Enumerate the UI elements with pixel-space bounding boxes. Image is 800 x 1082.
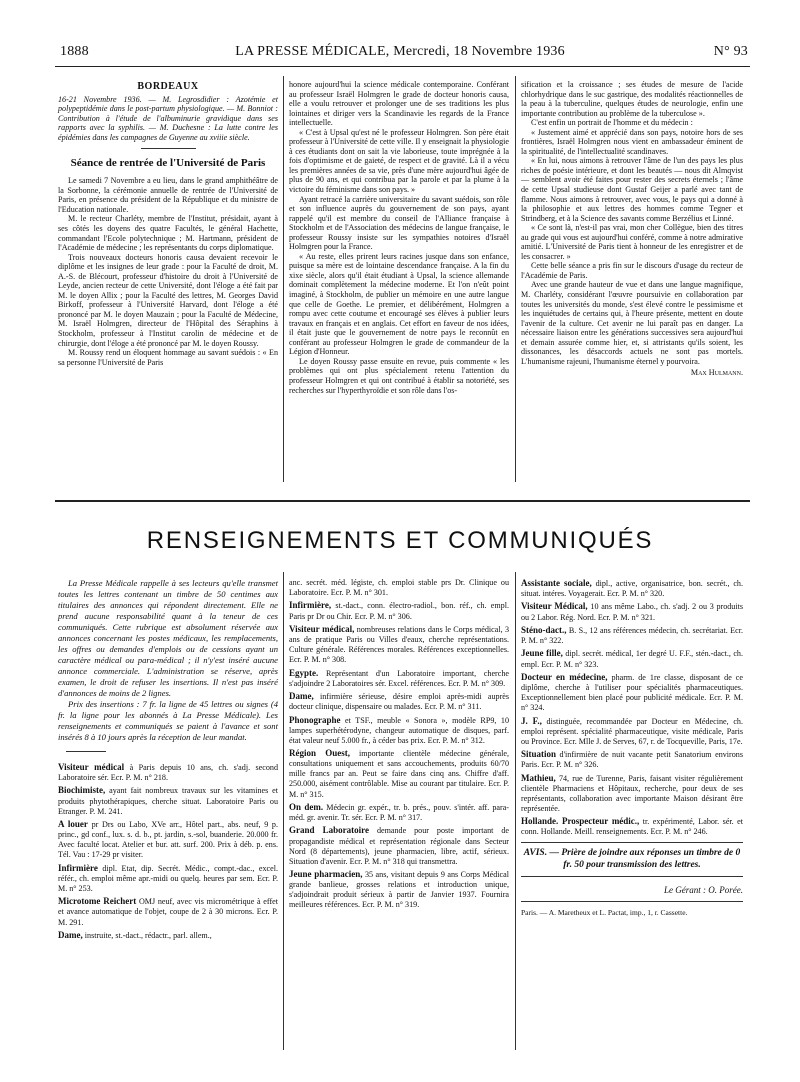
classified-ad [58,762,278,783]
classified-ad [521,648,743,669]
page-folio: 1888 [60,44,89,59]
ad-body: d'infirmière de nuit vacante petit Sanatorium environs Paris. Ecr. P. M. n° 326. [521,750,743,770]
gerant-line: Le Gérant : O. Porée. [664,884,743,895]
ad-heading: Grand Laboratoire [289,825,370,836]
printer-line: Paris. — A. Maretheux et L. Pactat, imp., 1, r. Cassette. [521,901,743,918]
classified-ad [521,601,743,622]
ad-heading: Assistante sociale, [521,578,592,588]
ad-body: Médecin gr. expér., tr. b. prés., pouv. s'intér. aff. para-méd. gr. avenir. Tr. sér. Ecr. P. M. n° 317. [289,802,509,823]
ad-body: dipl., active, organisatrice, bon. secrét., ch. situat. intéres. Voyagerait. Ecr. P. M. n° 320. [521,579,743,599]
intro-divider [66,751,106,752]
classified-ad [521,773,743,814]
paragraph: Avec une grande hauteur de vue et dans une langue magnifique, M. Charléty, considérant l'œuvre poursuivie en collaboration par toutes les universités du monde, s'est élevé contre le pessimisme et les inquiétudes de certains qui, à l'heure présente, mettent en doute l'avenir de la culture. Cet avenir ne lui paraît pas en danger. La nécessaire liaison entre les générations successives sera aujourd'hui et demain assurée comme hier, et, si attristants qu'ils soient, les dissonances, les désaccords actuels ne sont pas mortels. L'humanisme rajeuni, l'humanisme éternel y pourvoira. [521,280,743,366]
paragraph: sification et la croissance ; ses études de mesure de l'acide chlorhydrique dans le suc gastrique, des modalités réactionnelles de la peau à la tuberculine, quelques études de neurologie, enfin une importante contribution au problème de la tuberculose ». [521,80,743,118]
classified-ad [289,624,509,665]
classified-ad [58,785,278,816]
classified-ad [289,668,509,689]
ad-body: B. S., 12 ans références médecin, ch. secrétariat. Ecr. P. M. n° 322. [521,625,743,646]
classified-ad [289,600,509,621]
ad-heading: Biochimiste, [58,785,106,796]
ads-list [58,762,278,941]
ad-body: infirmière sérieuse, désire emploi après-midi auprès docteur clinique, dispensaire ou malades. Ecr. P. M. n° 311. [289,692,510,712]
ad-heading: Hollande. Prospecteur médic., [521,816,640,827]
ad-body: OMJ neuf, avec vis micrométrique à effet et avance automatique de l'objet, coupe de 2 à 30 microns. Ecr. P. M. 291. [58,897,278,927]
paragraph: « Au reste, elles prirent leurs racines jusque dans son enfance, puisque sa mère est de lointaine descendance française. A la fin du xixe siècle, alors qu'il était étudiant à Upsal, la science allemande dominait complètement la médecine moderne. Et l'on n'eût point imaginé, à Stockholm, de publier un mémoire en une autre langue que celle de Goethe. Le premier, et délibérément, Holmgren a rompu avec cette coutume et encouragé ses élèves à publier leurs travaux en français et en anglais. Cet effort en faveur de nos idées, il était juste que le gouvernement de notre pays le reconnût en conférant au professeur Holmgren le grade de commandeur de la Légion d'Honneur. [289,251,509,357]
avis-notice: AVIS. — Prière de joindre aux réponses un timbre de 0 fr. 50 pour transmission des lettres. [521,842,743,877]
ad-heading: Jeune fille, [521,648,563,659]
ad-body: 74, rue de Turenne, Paris, faisant visiter régulièrement clientèle Pharmaciens et Hôpitaux, recherche, pour deux de ses représentants, collaboration avec importante Maison désirant être représentée. [521,773,743,813]
ad-heading: Docteur en médecine, [521,671,608,682]
ad-heading: Dame, [289,691,314,702]
ad-body: tr. expérimenté, Labor. sér. et conn. Hollande. Meill. renseignements. Ecr. P. M. n° 246. [521,817,743,837]
ad-body: ayant fait nombreux travaux sur les vitamines et produits phytothérapiques, cherche situat. Laboratoire Paris ou Etranger. P. M. 241. [58,786,278,816]
ad-body: instruite, st.-dact., rédactr., parl. allem., [84,930,212,940]
article-column-2 [289,80,509,395]
classified-ad [289,578,509,598]
ad-heading: Visiteur médical [58,762,125,772]
ad-body: anc. secrét. méd. légiste, ch. emploi stable prs Dr. Clinique ou Laboratoire. Ecr. P. M. n° 301. [289,578,509,598]
ad-body: et TSF., meuble « Sonora », modèle RP9, 10 lampes superhétérodyne, changeur automatique de disques, parf. état valeur neuf 5.000 fr., à céder bas prix. Ecr. P. M. n° 312. [289,715,510,745]
classified-ad [521,816,743,837]
paragraph: « Justement aimé et apprécié dans son pays, notoire hors de ses frontières, Israël Holmgren nous vient en ambassadeur éminent de la spiritualité, de l'intellectualité scandinaves. [521,127,743,156]
classified-ad [521,625,743,646]
journal-title: LA PRESSE MÉDICALE, Mercredi, 18 Novembre 1936 [235,44,565,59]
ad-heading: Egypte. [289,667,319,678]
classified-ad [58,896,278,927]
ad-body: 10 ans même Labo., ch. s'adj. 2 ou 3 produits ou 2 Labor. Rég. Nord. Ecr. P. M. n° 321. [521,602,743,622]
paragraph: Ayant retracé la carrière universitaire du savant suédois, son rôle et son influence auprès du gouvernement de son pays, ayant rappelé qu'il est membre du conseil de l'Alliance française à Stockholm et de l'Association des médecins de langue française, le professeur Roussy insiste sur les sympathies notoires d'Israël Holmgren pour la France. [289,194,509,252]
classified-ad [521,672,743,713]
classified-ad [58,930,278,941]
ad-heading: Visiteur médical, [289,623,355,634]
ads-intro [58,578,278,743]
classified-ad [289,802,509,823]
article-column-1 [58,80,278,367]
ad-heading: Infirmière [58,862,98,873]
ad-body: pr Drs ou Labo, XVe arr., Hôtel part., abs. neuf, 9 p. princ., gd conf., lux. s. d. b., pt. jardin, s.-sol, buanderie. 20.000 fr. Avec faculté locat. Atelier et bur. att. surf. 200. Prix à déb. p. ens. Tél. Vau : 17-29 pr visiter. [58,820,279,860]
classified-ad [289,715,509,746]
paragraph: Le doyen Roussy passe ensuite en revue, puis commente « les problèmes qui ont plus spécialement retenu l'attention du professeur Holmgren et qui ont contribué à établir sa notoriété, ses recherches sur l'hyperthyroïdie et son rôle dans l'os- [289,356,509,395]
classified-ad [521,749,743,770]
ad-heading: Sténo-dact., [521,624,567,635]
issue-number: N° 93 [713,44,748,59]
ad-body: distinguée, recommandée par Docteur en Médecine, ch. emploi représent. spécialité pharmaceutique, visite médicale, Paris ou Province. Ecr. Mlle J. de Serves, 67, r. de Tocqueville, Paris, 17e. [521,716,744,746]
classified-ad [289,748,509,799]
ad-body: st.-dact., conn. électro-radiol., bon. réf., ch. empl. Paris pr Dr ou Chir. Ecr. P. M. n° 306. [289,601,509,621]
classified-ad [521,578,743,599]
ad-body: à Paris depuis 10 ans, ch. s'adj. second Laboratoire sér. Ecr. P. M. n° 218. [58,763,278,783]
ad-body: dipl. secrét. médical, 1er degré U. F.F., stén.-dact., ch. empl. Ecr. P. M. n° 323. [521,649,743,669]
header-rule [55,66,750,67]
ad-heading: Mathieu, [521,772,556,783]
ad-body: pharm. de 1re classe, disposant de ce diplôme, cherche à l'utiliser pour spécialités pharmaceutiques. Exceptionnellement bien placé pour publicité médicale. Ecr. P. M. n° 324. [521,672,743,713]
ad-heading: Région Ouest, [289,748,350,759]
paragraph: honore aujourd'hui la science médicale contemporaine. Conférant au professeur Israël Holmgren le grade de docteur honoris causa, elle a voulu retrouver et prolonger une de ses traditions les plus lointaines et diriger vers la Scandinavie les regards de la France intellectuelle. [289,80,509,128]
section-title: RENSEIGNEMENTS ET COMMUNIQUÉS [146,527,654,554]
ad-body: 35 ans, visitant depuis 9 ans Corps Médical grande banlieue, grosses relations et introduction unique, s'adjoindrait produit sérieux à partir de Janvier 1937. Fournira meilleures références. Ecr. P. M. n° 319. [289,870,509,910]
ad-heading: Visiteur Médical, [521,601,588,612]
paragraph: Cette belle séance a pris fin sur le discours d'usage du recteur de l'Académie de Paris. [521,261,743,280]
column-separator [515,572,516,1050]
ad-body: dipl. Etat, dip. Secrét. Médic., compt.-dac., excel. référ., ch. emploi même apr.-midi ou quelq. heures par sem. Ecr. P. M. n° 253. [58,863,278,893]
column-separator [283,572,284,1050]
ad-heading: Jeune pharmacien, [289,869,363,880]
classified-ad [289,869,509,910]
article-column-3 [521,80,743,378]
page-header [42,44,758,66]
ad-heading: Infirmière, [289,600,332,611]
paragraph: Le samedi 7 Novembre a eu lieu, dans le grand amphithéâtre de la Sorbonne, la cérémonie annuelle de rentrée de l'Université de Paris, en présence du président de la République et du ministre de l'Education nationale. [58,176,278,214]
paragraph: M. Roussy rend un éloquent hommage au savant suédois : « En sa personne l'Université de Paris [58,348,278,367]
column-separator [515,76,516,482]
ad-body: importante clientèle médecine générale, consultations uniquement et sans accouchements, produits 60/70 mille francs par an. Peut se faire dans cinq ans. Chiffre d'aff. 250.000, aisément contrôlable. Mise au courant par titulaire. Ecr. P. M. n° 315. [289,749,510,799]
ad-heading: A louer [58,819,88,830]
ads-column-3 [521,578,743,918]
ads-list [521,578,743,838]
ad-heading: J. F., [521,715,542,726]
ad-heading: On dem. [289,801,324,812]
classified-ad [289,691,509,712]
classified-ad [58,819,278,860]
paragraph: « En lui, nous aimons à retrouver l'âme de l'un des pays les plus riches de poésie intérieure, et dont les beautés — nous dit Almqvist — semblent avoir été faites pour rester des secrets éternels ; l'âme de cette Upsal studieuse dont Gustaf Geijer a parlé avec tant de flamme. Nous aimons à retrouver, avec vous, le pays qui a donné à la philosophie et aux lettres des hommes comme Tegner et Strindberg, et à la Science des savants comme Berzélius et Linné. [521,156,743,223]
paragraph: « Ce sont là, n'est-il pas vrai, mon cher Collègue, bien des titres au grade qui vous est aujourd'hui conféré, comme à notre admirative amitié. L'Université de Paris tient à honneur de les enregistrer et de les consacrer. » [521,223,743,261]
column-separator [283,76,284,482]
intro-paragraph: La Presse Médicale rappelle à ses lecteurs qu'elle transmet toutes les lettres contenant un timbre de 50 centimes aux titulaires des annonces qui répondent directement. Elle ne prend aucune responsabilité quant à la teneur de ces communiqués. Cette rubrique est absolument réservée aux annonces concernant les postes médicaux, les remplacements, les offres ou demandes d'emplois ou de cessions ayant un caractère médical ou para-médical ; il n'y'est inséré aucune annonce commerciale. L'administration se réserve, après examen, le droit de refuser les insertions. Il n'est pas inséré d'annonces de moins de 2 lignes. [58,578,278,698]
ad-heading: Phonographe [289,714,341,725]
ad-heading: Situation [521,749,557,760]
ad-heading: Dame, [58,929,83,940]
bordeaux-theses: 16-21 Novembre 1936. — M. Legrosdidier : Azotémie et polypeptidémie dans le post-partum physiologique. — M. Bonniot : Contribution à l'étude de l'albuminurie gravidique dans ses rapports avec la syphilis. — M. Duchesne : La lutte contre les épidémies dans les campagnes de Guyenne au xviiie siècle. [58,94,278,142]
intro-paragraph: Prix des insertions : 7 fr. la ligne de 45 lettres ou signes (4 fr. la ligne pour les abonnés à La Presse Médicale). Les renseignements et communiqués se paient à l'avance et sont insérés 8 à 10 jours après la réception de leur mandat. [58,699,278,742]
paragraph: C'est enfin un portrait de l'homme et du médecin : [531,118,693,128]
classified-ad [521,716,743,747]
ad-body: demande pour poste important de propagandiste médical et représentation régionale dans Secteur Nord (8 départements), jeune pharmacien, libre, actif, sérieux. Situation d'avenir. Ecr. P. M. n° 318 qui transmettra. [289,826,509,866]
section-rule [55,500,750,502]
ads-list [289,578,509,910]
ads-column-2 [289,578,509,913]
ads-column-1 [58,578,278,943]
section-divider [141,148,196,149]
author-signature: Max Hulmann. [690,368,743,378]
paragraph: Trois nouveaux docteurs honoris causa devaient recevoir le diplôme et les insignes de leur grade : pour la Faculté de droit, M. A.-S. de Blécourt, professeur d'histoire du droit à l'Université de Leyde, ancien recteur de cette Université, dont l'éloge a été fait par M. le doyen Allix ; pour la Faculté des lettres, M. Georges David Birkoff, professeur à l'Université Harvard, dont l'éloge a été prononcé par M. le doyen Mauzain ; pour la Faculté de Médecine, M. Israël Holmgren, directeur de l'Hôpital des Séraphins à Stockholm, professeur à l'Institut carolin de médecine et de chirurgie, dont l'éloge a été prononcé par M. le doyen Roussy. [58,252,278,348]
ad-body: Représentant d'un Laboratoire important, cherche s'adjoindre 2 Laboratoires sér. Excel. références. Ecr. P. M. n° 309. [289,668,509,688]
ad-heading: Microtome Reichert [58,896,137,907]
paragraph: M. le recteur Charléty, membre de l'Institut, présidait, ayant à ses côtés les doyens des quatre Facultés, le général Hachette, commandant l'Ecole polytechnique ; M. Hartmann, président de l'Académie de médecine ; les représentants du corps diplomatique. [58,214,278,253]
ad-body: nombreuses relations dans le Corps médical, 3 ans de pratique Paris ou Villes d'eaux, cherche représentations. Culture générale. Références morales. Références exceptionnelles. Ecr. P. M. n° 308. [289,624,510,665]
paragraph: « C'est à Upsal qu'est né le professeur Holmgren. Son père était professeur à l'Université de cette ville. Il y enseignait la physiologie à ces étudiants dont on sait la vie laborieuse, toute imprégnée à la fois d'optimisme et de gaieté, de respect et de gravité. Là il a vécu les premières années de sa vie, près d'une mère aujourd'hui âgée de plus de 90 ans, et qui contribua par la parole et par la plume à la victoire du féminisme dans son pays. » [289,127,509,195]
bordeaux-heading: BORDEAUX [137,81,199,92]
seance-heading: Séance de rentrée de l'Université de Paris [70,157,266,170]
classified-ad [58,863,278,894]
classified-ad [289,825,509,866]
